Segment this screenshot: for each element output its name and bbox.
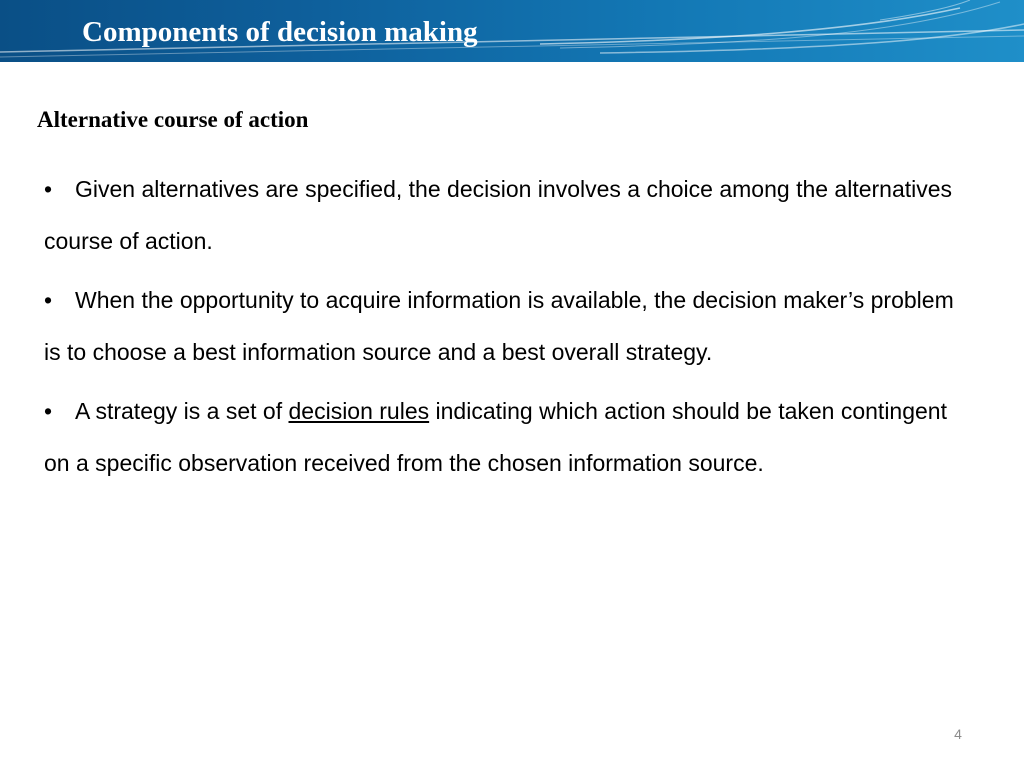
bullet-text-after-link: indicating which action should be taken contingent on a specific observation received from the chosen information source.	[44, 398, 947, 476]
bullet-text: Given alternatives are specified, the decision involves a choice among the alternatives course of action.	[44, 176, 953, 254]
slide-title: Components of decision making	[82, 16, 478, 48]
page-number: 4	[954, 726, 962, 742]
bullet-list	[44, 163, 964, 496]
bullet-item	[44, 385, 964, 489]
header-band	[0, 0, 1024, 62]
bullet-marker: •	[44, 287, 53, 313]
bullet-item	[44, 274, 964, 378]
bullet-text: When the opportunity to acquire information is available, the decision maker’s problem is to choose a best information source and a best overall strategy.	[44, 287, 954, 365]
decision-rules-link[interactable]: decision rules	[288, 398, 430, 424]
bullet-marker: •	[44, 398, 53, 424]
bullet-marker: •	[44, 176, 53, 202]
bullet-item	[44, 163, 964, 267]
section-subtitle: Alternative course of action	[37, 107, 309, 132]
bullet-text-before-link: A strategy is a set of	[75, 398, 289, 424]
